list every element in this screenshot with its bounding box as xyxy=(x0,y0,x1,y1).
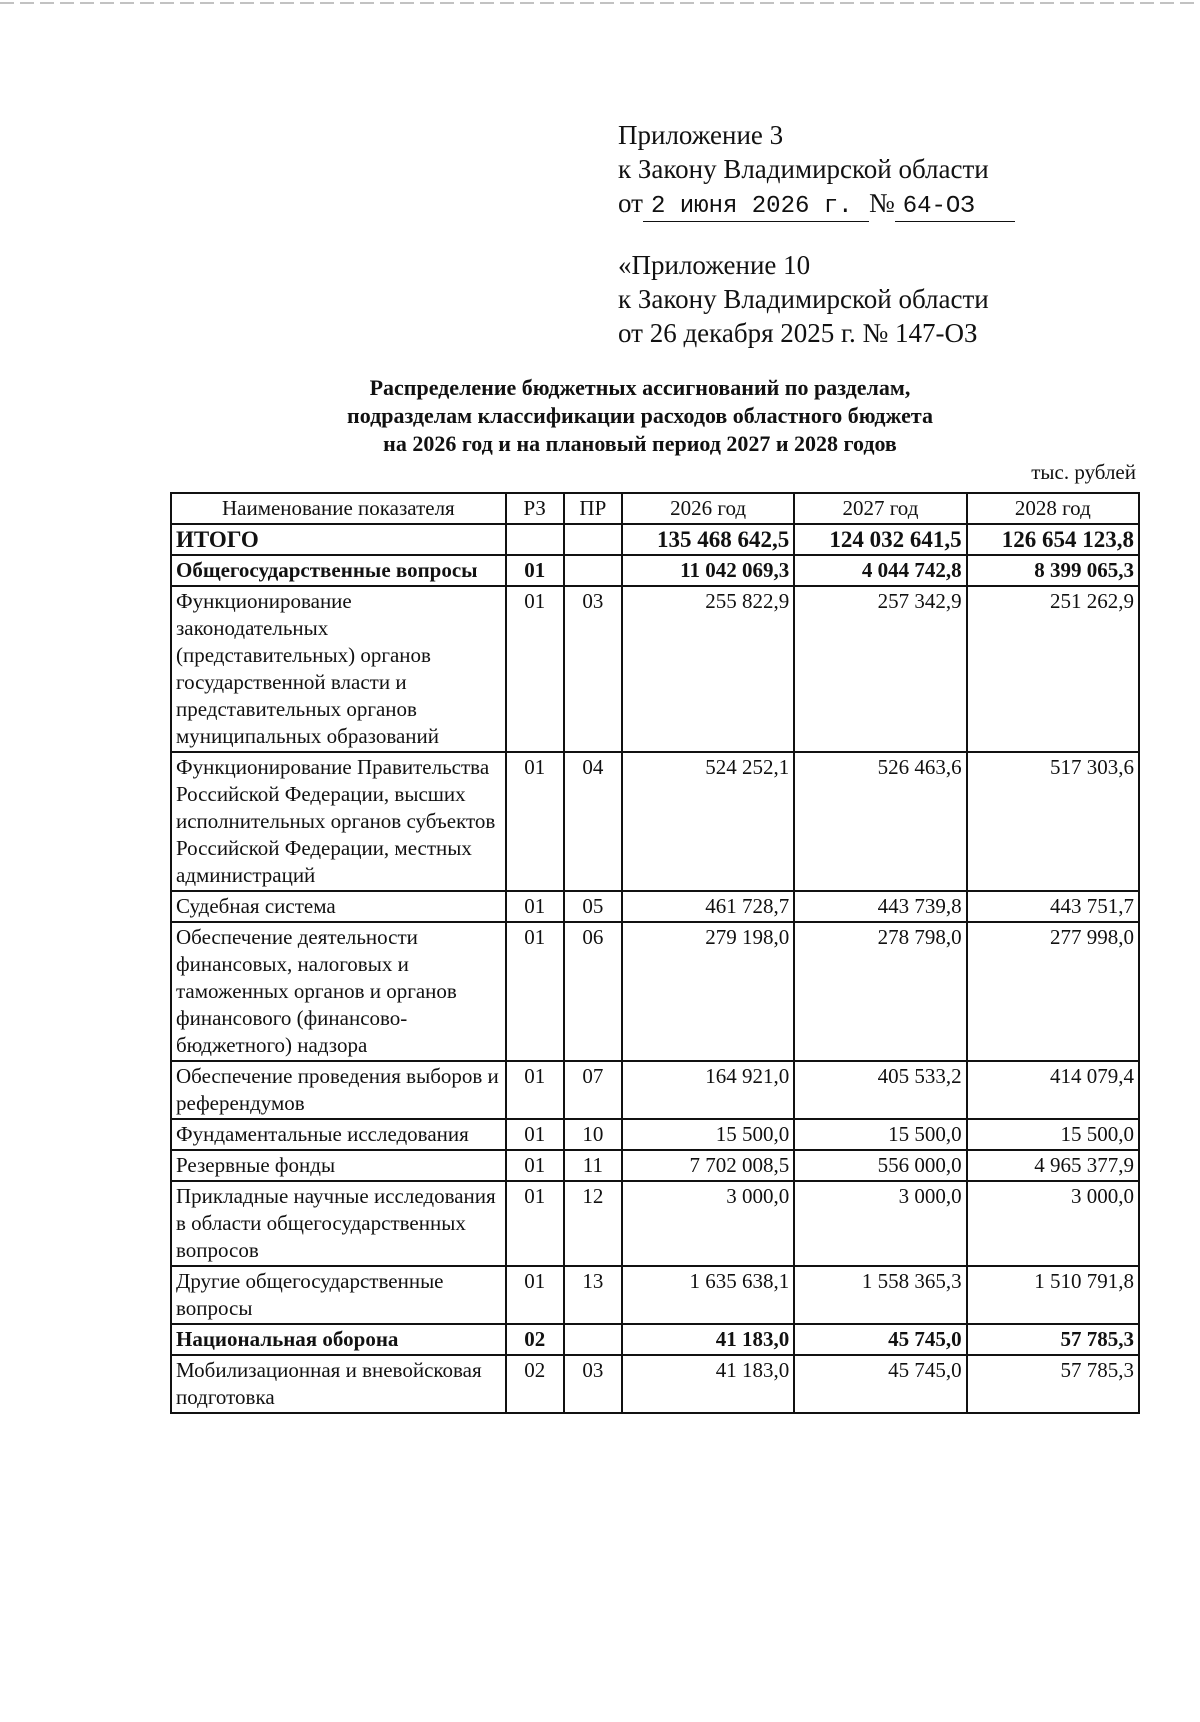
cell-2028: 1 510 791,8 xyxy=(967,1266,1139,1324)
column-header-2028: 2028 год xyxy=(967,493,1139,524)
cell-rz: 02 xyxy=(506,1324,564,1355)
cell-2026: 7 702 008,5 xyxy=(622,1150,794,1181)
cell-2027: 526 463,6 xyxy=(794,752,966,891)
cell-2028: 15 500,0 xyxy=(967,1119,1139,1150)
column-header-pr: ПР xyxy=(564,493,622,524)
cell-pr xyxy=(564,555,622,586)
scan-edge-line xyxy=(0,2,1200,4)
amended-appendix-number: «Приложение 10 xyxy=(618,250,811,280)
document-title-line-3: на 2026 год и на плановый период 2027 и 2028 годов xyxy=(383,431,897,456)
cell-2028: 126 654 123,8 xyxy=(967,524,1139,555)
table-row xyxy=(171,1150,1139,1181)
cell-rz: 01 xyxy=(506,752,564,891)
cell-2026: 524 252,1 xyxy=(622,752,794,891)
cell-name: Общегосударственные вопросы xyxy=(171,555,506,586)
appendix-number: Приложение 3 xyxy=(618,120,784,150)
cell-2028: 3 000,0 xyxy=(967,1181,1139,1266)
column-header-2027: 2027 год xyxy=(794,493,966,524)
appendix-law-number-field: 64-ОЗ xyxy=(895,193,1015,222)
cell-name: Фундаментальные исследования xyxy=(171,1119,506,1150)
table-row xyxy=(171,586,1139,752)
cell-pr: 10 xyxy=(564,1119,622,1150)
cell-2027: 257 342,9 xyxy=(794,586,966,752)
cell-2026: 11 042 069,3 xyxy=(622,555,794,586)
cell-2027: 1 558 365,3 xyxy=(794,1266,966,1324)
cell-name: Функционирование законодательных (представительных) органов государственной власти и представительных органов муниципальных образований xyxy=(171,586,506,752)
cell-pr: 03 xyxy=(564,586,622,752)
cell-2028: 57 785,3 xyxy=(967,1355,1139,1413)
cell-rz: 01 xyxy=(506,1150,564,1181)
cell-2026: 164 921,0 xyxy=(622,1061,794,1119)
cell-name: Судебная система xyxy=(171,891,506,922)
cell-2028: 517 303,6 xyxy=(967,752,1139,891)
cell-2026: 279 198,0 xyxy=(622,922,794,1061)
cell-rz: 01 xyxy=(506,586,564,752)
cell-rz: 01 xyxy=(506,891,564,922)
cell-rz: 01 xyxy=(506,1181,564,1266)
cell-name: Прикладные научные исследования в области общегосударственных вопросов xyxy=(171,1181,506,1266)
cell-pr xyxy=(564,524,622,555)
table-header-row xyxy=(171,493,1139,524)
cell-2026: 15 500,0 xyxy=(622,1119,794,1150)
cell-2026: 3 000,0 xyxy=(622,1181,794,1266)
cell-2028: 277 998,0 xyxy=(967,922,1139,1061)
table-row xyxy=(171,891,1139,922)
budget-table xyxy=(170,492,1140,1414)
cell-2027: 556 000,0 xyxy=(794,1150,966,1181)
cell-2026: 1 635 638,1 xyxy=(622,1266,794,1324)
cell-2027: 278 798,0 xyxy=(794,922,966,1061)
cell-2026: 135 468 642,5 xyxy=(622,524,794,555)
cell-name: Обеспечение проведения выборов и референдумов xyxy=(171,1061,506,1119)
cell-rz xyxy=(506,524,564,555)
cell-rz: 01 xyxy=(506,1061,564,1119)
document-title-line-2: подразделам классификации расходов областного бюджета xyxy=(347,403,933,428)
cell-2027: 45 745,0 xyxy=(794,1324,966,1355)
cell-2027: 405 533,2 xyxy=(794,1061,966,1119)
cell-pr: 03 xyxy=(564,1355,622,1413)
cell-2027: 45 745,0 xyxy=(794,1355,966,1413)
cell-2028: 8 399 065,3 xyxy=(967,555,1139,586)
cell-rz: 01 xyxy=(506,555,564,586)
appendix-number-sign: № xyxy=(868,188,895,218)
table-row xyxy=(171,1266,1139,1324)
units-label: тыс. рублей xyxy=(1031,460,1136,484)
cell-rz: 01 xyxy=(506,1266,564,1324)
appendix-header xyxy=(618,118,1015,222)
cell-2027: 443 739,8 xyxy=(794,891,966,922)
table-row-total xyxy=(171,524,1139,555)
cell-2028: 443 751,7 xyxy=(967,891,1139,922)
cell-name: Национальная оборона xyxy=(171,1324,506,1355)
column-header-2026: 2026 год xyxy=(622,493,794,524)
cell-2027: 124 032 641,5 xyxy=(794,524,966,555)
cell-2027: 3 000,0 xyxy=(794,1181,966,1266)
cell-2028: 4 965 377,9 xyxy=(967,1150,1139,1181)
cell-name: Функционирование Правительства Российской Федерации, высших исполнительных органов субъектов Российской Федерации, местных администраций xyxy=(171,752,506,891)
cell-2028: 414 079,4 xyxy=(967,1061,1139,1119)
cell-pr: 11 xyxy=(564,1150,622,1181)
document-title-line-1: Распределение бюджетных ассигнований по разделам, xyxy=(369,375,911,400)
cell-name: Мобилизационная и вневойсковая подготовка xyxy=(171,1355,506,1413)
cell-name: Обеспечение деятельности финансовых, налоговых и таможенных органов и органов финансового (финансово-бюджетного) надзора xyxy=(171,922,506,1061)
cell-2026: 41 183,0 xyxy=(622,1355,794,1413)
cell-pr: 12 xyxy=(564,1181,622,1266)
cell-rz: 01 xyxy=(506,922,564,1061)
column-header-name: Наименование показателя xyxy=(171,493,506,524)
table-row xyxy=(171,752,1139,891)
appendix-law-reference: к Закону Владимирской области xyxy=(618,154,989,184)
cell-name: Другие общегосударственные вопросы xyxy=(171,1266,506,1324)
table-row xyxy=(171,1119,1139,1150)
table-row xyxy=(171,1061,1139,1119)
column-header-rz: РЗ xyxy=(506,493,564,524)
amended-appendix-law-reference: к Закону Владимирской области xyxy=(618,284,989,314)
cell-name: ИТОГО xyxy=(171,524,506,555)
cell-rz: 02 xyxy=(506,1355,564,1413)
cell-pr: 13 xyxy=(564,1266,622,1324)
table-row-section xyxy=(171,1324,1139,1355)
table-row xyxy=(171,922,1139,1061)
cell-2028: 251 262,9 xyxy=(967,586,1139,752)
amended-appendix-date: от 26 декабря 2025 г. № 147-ОЗ xyxy=(618,318,978,348)
cell-2026: 255 822,9 xyxy=(622,586,794,752)
appendix-date-line xyxy=(618,186,1015,222)
cell-2026: 461 728,7 xyxy=(622,891,794,922)
cell-pr: 05 xyxy=(564,891,622,922)
table-row xyxy=(171,1355,1139,1413)
cell-pr: 04 xyxy=(564,752,622,891)
cell-rz: 01 xyxy=(506,1119,564,1150)
cell-name: Резервные фонды xyxy=(171,1150,506,1181)
appendix-date-field: 2 июня 2026 г. xyxy=(643,193,869,222)
amended-appendix-header xyxy=(618,248,989,350)
cell-2026: 41 183,0 xyxy=(622,1324,794,1355)
cell-pr xyxy=(564,1324,622,1355)
cell-2028: 57 785,3 xyxy=(967,1324,1139,1355)
document-title xyxy=(300,374,980,458)
cell-pr: 06 xyxy=(564,922,622,1061)
cell-2027: 4 044 742,8 xyxy=(794,555,966,586)
cell-2027: 15 500,0 xyxy=(794,1119,966,1150)
table-row xyxy=(171,1181,1139,1266)
cell-pr: 07 xyxy=(564,1061,622,1119)
appendix-from-label: от xyxy=(618,188,643,218)
table-row-section xyxy=(171,555,1139,586)
